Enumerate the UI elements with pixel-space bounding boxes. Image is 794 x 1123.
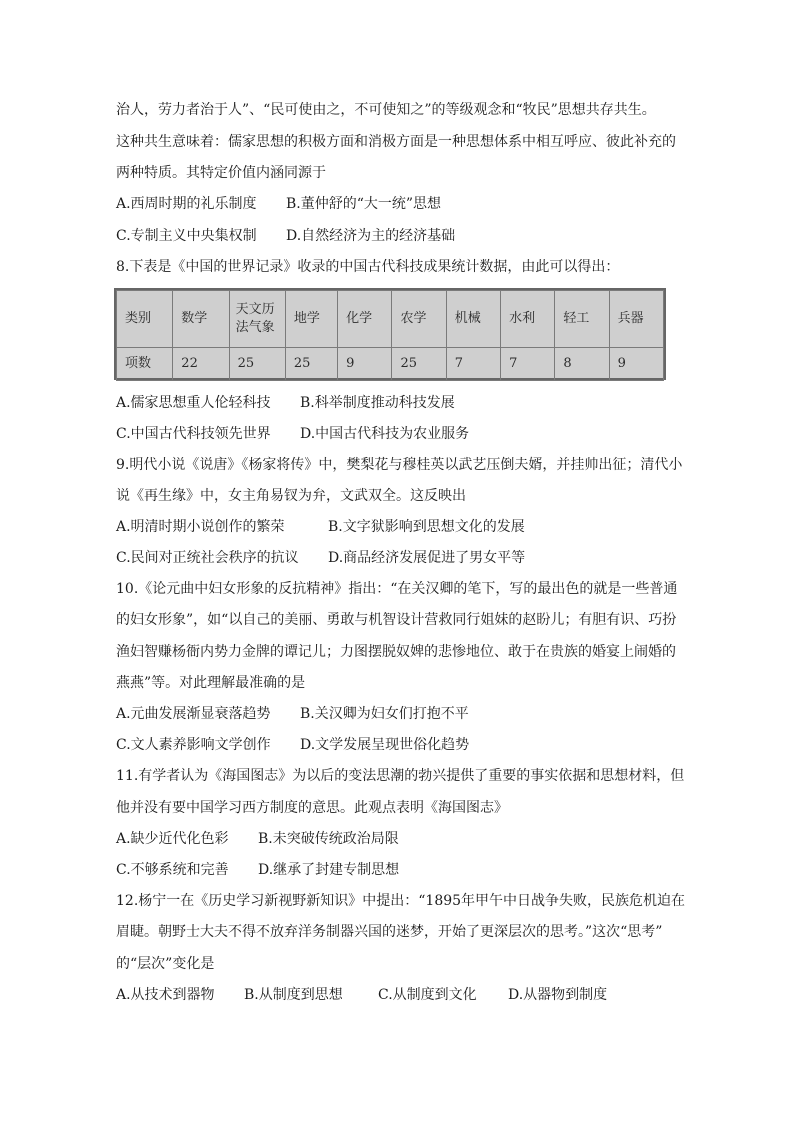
q9-option-d: D.商品经济发展促进了男女平等 — [328, 550, 526, 566]
q12-line-2: 眉睫。朝野士大夫不得不放弃洋务制器兴国的迷梦，开始了更深层次的思考。”这次“思考” — [116, 924, 663, 940]
table-value: 25 — [285, 348, 337, 381]
table-category: 农学 — [392, 291, 446, 348]
q10-option-a: A.元曲发展渐显衰落趋势 — [116, 706, 271, 722]
table-value: 22 — [173, 348, 229, 381]
q8-option-d: D.中国古代科技为农业服务 — [300, 426, 470, 442]
table-category: 数学 — [173, 291, 229, 348]
q7-line-2: 这种共生意味着：儒家思想的积极方面和消极方面是一种思想体系中相互呼应、彼此补充的 — [116, 134, 676, 150]
q11-option-c: C.不够系统和完善 — [116, 862, 229, 878]
q7-line-1: 治人，劳力者治于人”、“民可使由之，不可使知之”的等级观念和“牧民”思想共存共生。 — [116, 102, 656, 118]
q10-line-3: 渔妇智赚杨衙内势力金牌的谭记儿；力图摆脱奴婢的悲惨地位、敢于在贵族的婚宴上闹婚的 — [116, 644, 676, 660]
q10-option-b: B.关汉卿为妇女们打抱不平 — [300, 706, 469, 722]
table-value: 7 — [446, 348, 500, 381]
table-row-label: 项数 — [117, 348, 173, 381]
q11-line-1: 11.有学者认为《海国图志》为以后的变法思潮的勃兴提供了重要的事实依据和思想材料，但 — [116, 768, 685, 784]
q11-option-d: D.继承了封建专制思想 — [258, 862, 400, 878]
table-category: 天文历法气象 — [229, 291, 285, 348]
q12-line-1: 12.杨宁一在《历史学习新视野新知识》中提出：“1895年甲午中日战争失败，民族危机迫在 — [116, 893, 686, 909]
table-category: 地学 — [285, 291, 337, 348]
q10-line-1: 10.《论元曲中妇女形象的反抗精神》指出：“在关汉卿的笔下，写的最出色的就是一些普通 — [116, 581, 678, 597]
q8-option-c: C.中国古代科技领先世界 — [116, 426, 271, 442]
q10-line-4: 燕燕”等。对此理解最准确的是 — [116, 675, 306, 691]
table-value: 25 — [392, 348, 446, 381]
q12-option-a: A.从技术到器物 — [116, 987, 215, 1003]
table-value: 7 — [501, 348, 555, 381]
q9-line-1: 9.明代小说《说唐》《杨家将传》中，樊梨花与穆桂英以武艺压倒夫婿，并挂帅出征；清代小 — [116, 457, 683, 473]
q7-option-d: D.自然经济为主的经济基础 — [286, 228, 456, 244]
table-header-row — [117, 291, 664, 348]
q8-option-a: A.儒家思想重人伦轻科技 — [116, 395, 271, 411]
table-value: 9 — [338, 348, 392, 381]
q9-option-b: B.文字狱影响到思想文化的发展 — [328, 519, 525, 535]
table-value: 9 — [609, 348, 663, 381]
q12-option-d: D.从器物到制度 — [508, 987, 608, 1003]
table-value: 25 — [229, 348, 285, 381]
q7-option-a: A.西周时期的礼乐制度 — [116, 196, 257, 212]
table-value-row — [117, 348, 664, 381]
q11-option-a: A.缺少近代化色彩 — [116, 831, 229, 847]
table-category: 机械 — [446, 291, 500, 348]
q12-line-3: 的“层次”变化是 — [116, 956, 215, 972]
q7-option-b: B.董仲舒的“大一统”思想 — [286, 196, 442, 212]
q9-option-c: C.民间对正统社会秩序的抗议 — [116, 550, 299, 566]
table-category: 水利 — [501, 291, 555, 348]
q10-line-2: 的妇女形象”，如“以自己的美丽、勇敢与机智设计营救同行姐妹的赵盼儿；有胆有识、巧扮 — [116, 612, 677, 628]
table-value: 8 — [555, 348, 609, 381]
q11-option-b: B.未突破传统政治局限 — [258, 831, 399, 847]
q11-line-2: 他并没有要中国学习西方制度的意思。此观点表明《海国图志》 — [116, 800, 508, 816]
q10-option-c: C.文人素养影响文学创作 — [116, 737, 271, 753]
q7-line-3: 两种特质。其特定价值内涵同源于 — [116, 165, 326, 181]
q12-option-b: B.从制度到思想 — [244, 987, 343, 1003]
q12-option-c: C.从制度到文化 — [378, 987, 477, 1003]
q8-option-b: B.科举制度推动科技发展 — [300, 395, 455, 411]
table-category: 化学 — [338, 291, 392, 348]
table-category: 兵器 — [609, 291, 663, 348]
q10-option-d: D.文学发展呈现世俗化趋势 — [300, 737, 470, 753]
q7-option-c: C.专制主义中央集权制 — [116, 228, 257, 244]
table-header-label: 类别 — [117, 291, 173, 348]
q8-data-table — [114, 288, 666, 380]
q9-option-a: A.明清时期小说创作的繁荣 — [116, 519, 285, 535]
q8-stem: 8.下表是《中国的世界记录》收录的中国古代科技成果统计数据，由此可以得出： — [116, 259, 620, 275]
q9-line-2: 说《再生缘》中，女主角易钗为弁，文武双全。这反映出 — [116, 488, 466, 504]
table-category: 轻工 — [555, 291, 609, 348]
